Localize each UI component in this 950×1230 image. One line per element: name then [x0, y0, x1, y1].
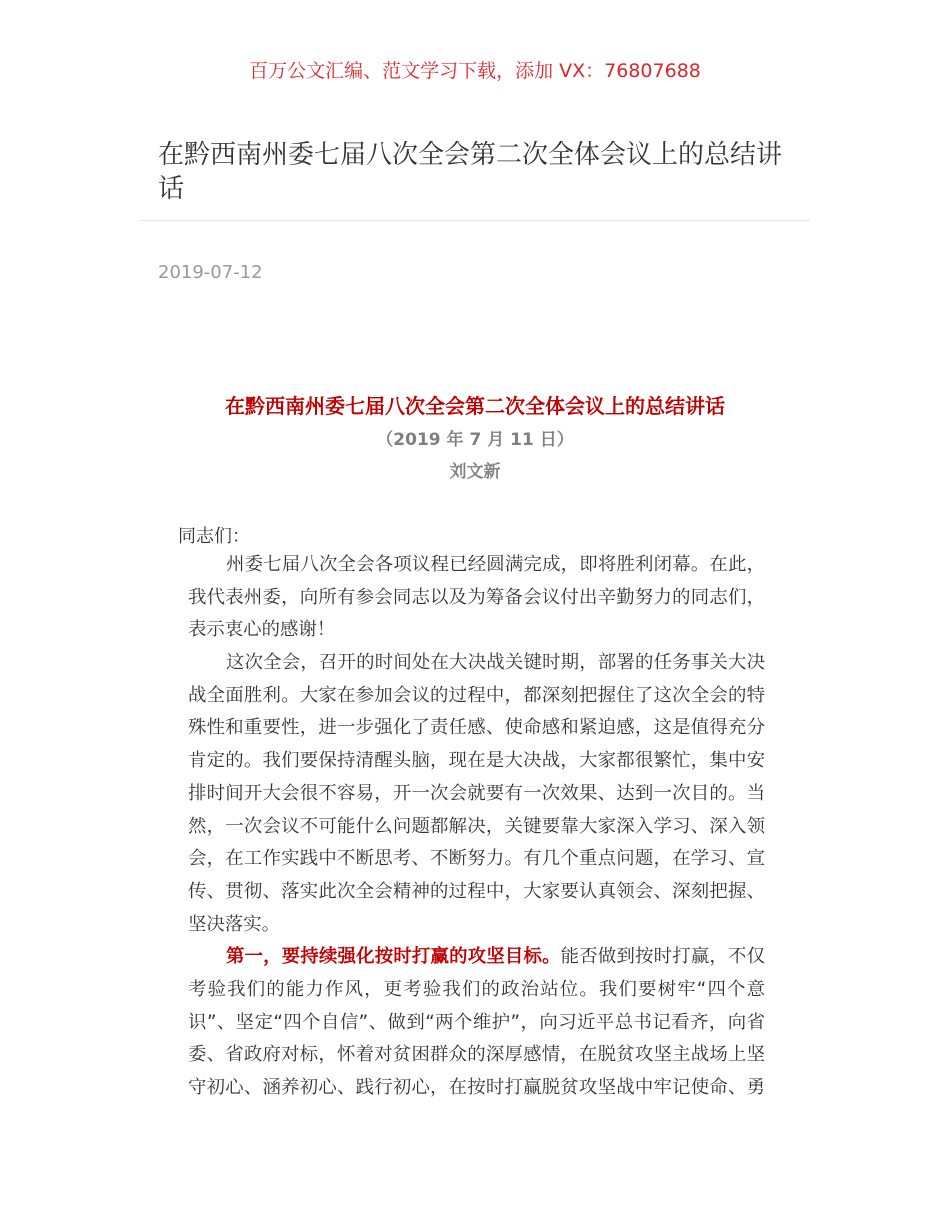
document-body	[188, 549, 765, 1105]
text-line: 州委七届八次全会各项议程已经圆满完成，即将胜利闭幕。在此，	[226, 554, 765, 575]
greeting: 同志们：	[178, 526, 250, 547]
paragraph	[188, 941, 765, 1104]
text-line: 肯定的。我们要保持清醒头脑，现在是大决战，大家都很繁忙，集中安	[188, 750, 765, 772]
divider	[140, 220, 810, 221]
text-line: 然，一次会议不可能什么问题都解决，关键要靠大家深入学习、深入领	[188, 815, 765, 837]
paragraph	[188, 647, 765, 941]
text-segment: 能否做到按时打赢，不仅	[560, 946, 765, 968]
text-line: 考验我们的能力作风，更考验我们的政治站位。我们要树牢“四个意	[188, 978, 765, 1000]
text-line: 战全面胜利。大家在参加会议的过程中，都深刻把握住了这次全会的特	[188, 684, 765, 706]
document-heading: 在黔西南州委七届八次全会第二次全体会议上的总结讲话	[225, 394, 725, 418]
section-lead: 第一，要持续强化按时打赢的攻坚目标。	[226, 946, 561, 968]
paragraph	[188, 549, 765, 647]
text-line: 殊性和重要性，进一步强化了责任感、使命感和紧迫感，这是值得充分	[188, 717, 765, 739]
text-line: 这次全会，召开的时间处在大决战关键时期，部署的任务事关大决	[226, 652, 765, 674]
text-line: 识”、坚定“四个自信”、做到“两个维护”，向习近平总书记看齐，向省	[188, 1011, 765, 1033]
text-line	[188, 941, 765, 974]
title-line: 在黔西南州委七届八次全会第二次全体会议上的总结讲	[158, 140, 783, 170]
download-banner: 百万公文汇编、范文学习下载，添加 VX：76807688	[249, 60, 701, 82]
publish-date: 2019-07-12	[158, 262, 263, 283]
page-title	[158, 138, 798, 206]
text-line: 委、省政府对标，怀着对贫困群众的深厚感情，在脱贫攻坚主战场上坚	[188, 1044, 765, 1066]
author: 刘文新	[449, 462, 501, 482]
text-line: 坚决落实。	[188, 913, 280, 935]
text-line: 传、贯彻、落实此次全会精神的过程中，大家要认真领会、深刻把握、	[188, 880, 765, 902]
text-line: 会，在工作实践中不断思考、不断努力。有几个重点问题，在学习、宣	[188, 848, 765, 870]
text-line: 排时间开大会很不容易，开一次会就要有一次效果、达到一次目的。当	[188, 782, 765, 804]
title-line: 话	[158, 174, 185, 204]
text-line: 我代表州委，向所有参会同志以及为筹备会议付出辛勤努力的同志们，	[188, 586, 765, 608]
text-line: 守初心、涵养初心、践行初心，在按时打赢脱贫攻坚战中牢记使命、勇	[188, 1077, 765, 1098]
speech-date: （2019 年 7 月 11 日）	[376, 430, 574, 450]
text-line: 表示衷心的感谢！	[188, 619, 336, 641]
